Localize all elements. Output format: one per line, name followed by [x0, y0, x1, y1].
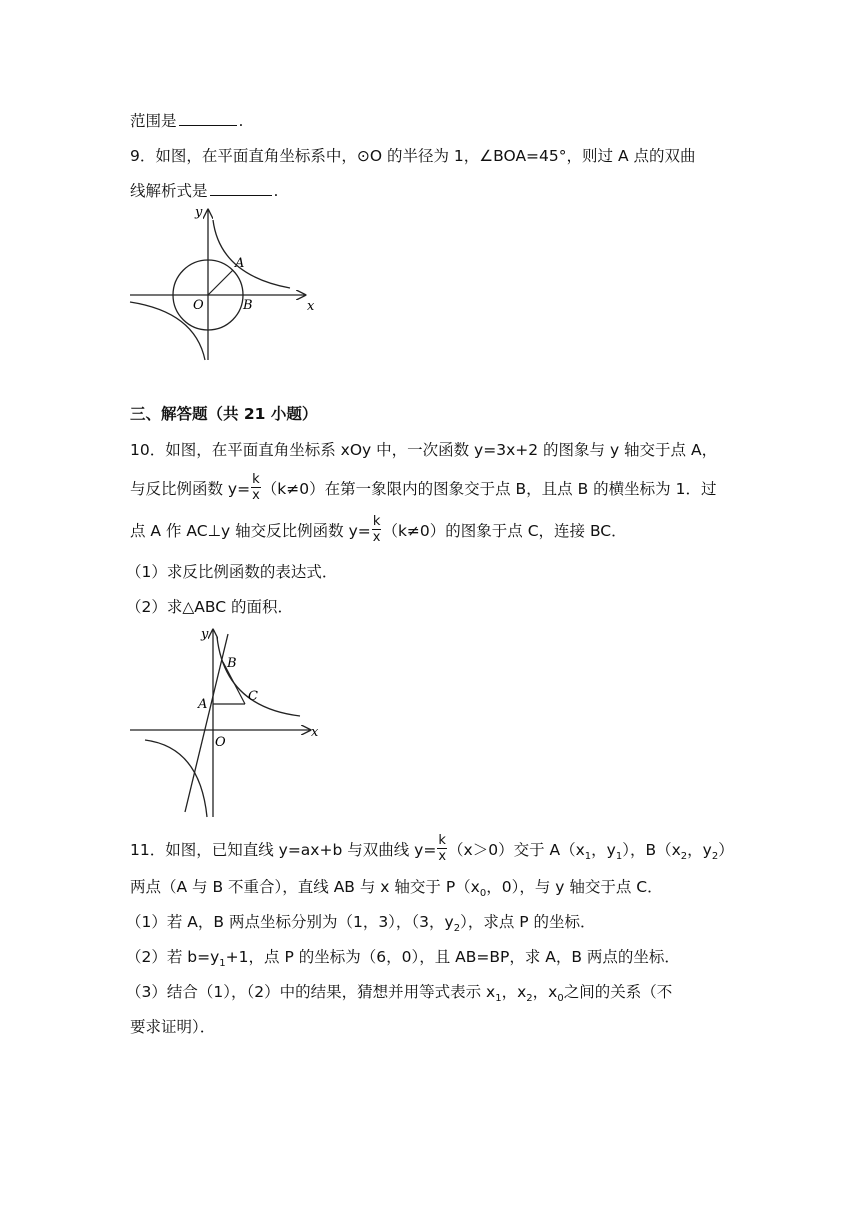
- label-y: y: [201, 627, 209, 642]
- q11-l2b: ，0），与 y 轴交于点 C．: [486, 878, 663, 896]
- label-o: O: [193, 298, 204, 313]
- q10-part2: （2）求△ABC 的面积．: [126, 598, 293, 616]
- q10-line2: [130, 474, 716, 505]
- section-title: 三、解答题（共 21 小题）: [130, 405, 318, 423]
- q8-tail-line: [130, 110, 243, 132]
- q11-l1b: （x＞0）交于 A（x: [448, 841, 585, 859]
- sub: 2: [680, 851, 688, 863]
- answer-blank: [179, 111, 237, 126]
- q11-l1f: ）: [718, 841, 734, 859]
- label-b: B: [227, 656, 237, 671]
- q10-l2a: 与反比例函数 y=: [130, 480, 251, 498]
- sub: 2: [711, 851, 719, 863]
- linear-function-line: [185, 634, 228, 812]
- sub: 0: [557, 993, 564, 1005]
- q10-l3b: （k≠0）的图象于点 C，连接 BC．: [382, 522, 627, 540]
- q11-p2b: +1，点 P 的坐标为（6，0），且 AB=BP，求 A，B 两点的坐标．: [225, 948, 680, 966]
- label-o: O: [215, 735, 226, 750]
- q11-p3d: 之间的关系（不: [563, 983, 673, 1001]
- label-x: x: [311, 725, 319, 740]
- q11-part3-cont: 要求证明）．: [130, 1018, 216, 1036]
- sub: 1: [495, 993, 502, 1005]
- label-b: B: [243, 298, 253, 313]
- label-a: A: [235, 256, 245, 271]
- q9-line1: 9．如图，在平面直角坐标系中，⊙O 的半径为 1，∠BOA=45°，则过 A 点的双曲: [130, 147, 696, 165]
- sub: 1: [219, 958, 226, 970]
- sub: 1: [615, 851, 623, 863]
- label-a: A: [198, 697, 208, 712]
- q8-text: 范围是: [130, 112, 177, 130]
- sub: 1: [584, 851, 592, 863]
- fraction-k-over-x: [372, 514, 382, 545]
- q11-p2a: （2）若 b=y: [126, 948, 220, 966]
- q11-part2: [126, 946, 680, 975]
- sub: 0: [479, 888, 487, 900]
- frac-num: k: [372, 514, 381, 529]
- hyperbola-branch-3: [145, 740, 207, 817]
- q10-line1: 10．如图，在平面直角坐标系 xOy 中，一次函数 y=3x+2 的图象与 y 轴交于点 A，: [130, 441, 718, 459]
- q11-part1: [126, 911, 596, 940]
- q11-l1c: ，y: [591, 841, 616, 859]
- q10-line3: [130, 516, 627, 547]
- q9-line2: [130, 180, 278, 202]
- frac-den: x: [372, 530, 381, 545]
- answer-blank: [210, 181, 272, 196]
- q11-p3b: ，x: [501, 983, 527, 1001]
- label-c: C: [248, 689, 258, 704]
- segment-oa: [208, 270, 233, 295]
- frac-num: k: [252, 472, 260, 487]
- q11-part3: [126, 981, 672, 1010]
- q10-l2b: （k≠0）在第一象限内的图象交于点 B，且点 B 的横坐标为 1．过: [261, 480, 717, 498]
- fraction-k-over-x: [251, 472, 261, 503]
- q10-l3a: 点 A 作 AC⊥y 轴交反比例函数 y=: [130, 522, 371, 540]
- q11-p1b: ），求点 P 的坐标．: [460, 913, 596, 931]
- frac-num: k: [438, 833, 446, 848]
- label-y: y: [195, 205, 203, 220]
- q11-p3c: ，x: [532, 983, 558, 1001]
- q11-l1a: 11．如图，已知直线 y=ax+b 与双曲线 y=: [130, 841, 437, 859]
- q11-p3a: （3）结合（1），（2）中的结果，猜想并用等式表示 x: [126, 983, 496, 1001]
- q11-l2a: 两点（A 与 B 不重合），直线 AB 与 x 轴交于 P（x: [130, 878, 480, 896]
- fraction-k-over-x: [437, 833, 447, 864]
- sub: 2: [453, 923, 461, 935]
- q11-p1: （1）若 A，B 两点坐标分别为（1，3），（3，y: [126, 913, 454, 931]
- q8-period: .: [238, 112, 244, 130]
- sub: 2: [526, 993, 533, 1005]
- label-x: x: [307, 299, 315, 314]
- q11-l1d: ），B（x: [622, 841, 681, 859]
- frac-den: x: [252, 488, 260, 503]
- q9-line2-text: 线解析式是: [130, 182, 208, 200]
- figure-9-circle-hyperbola: [125, 200, 325, 365]
- q11-line2: [130, 876, 663, 905]
- frac-den: x: [438, 849, 447, 864]
- figure-10-line-hyperbola: [125, 622, 325, 822]
- q9-period: .: [273, 182, 279, 200]
- q11-line1: [130, 835, 734, 868]
- q11-l1e: ，y: [687, 841, 712, 859]
- q10-part1: （1）求反比例函数的表达式．: [126, 563, 338, 581]
